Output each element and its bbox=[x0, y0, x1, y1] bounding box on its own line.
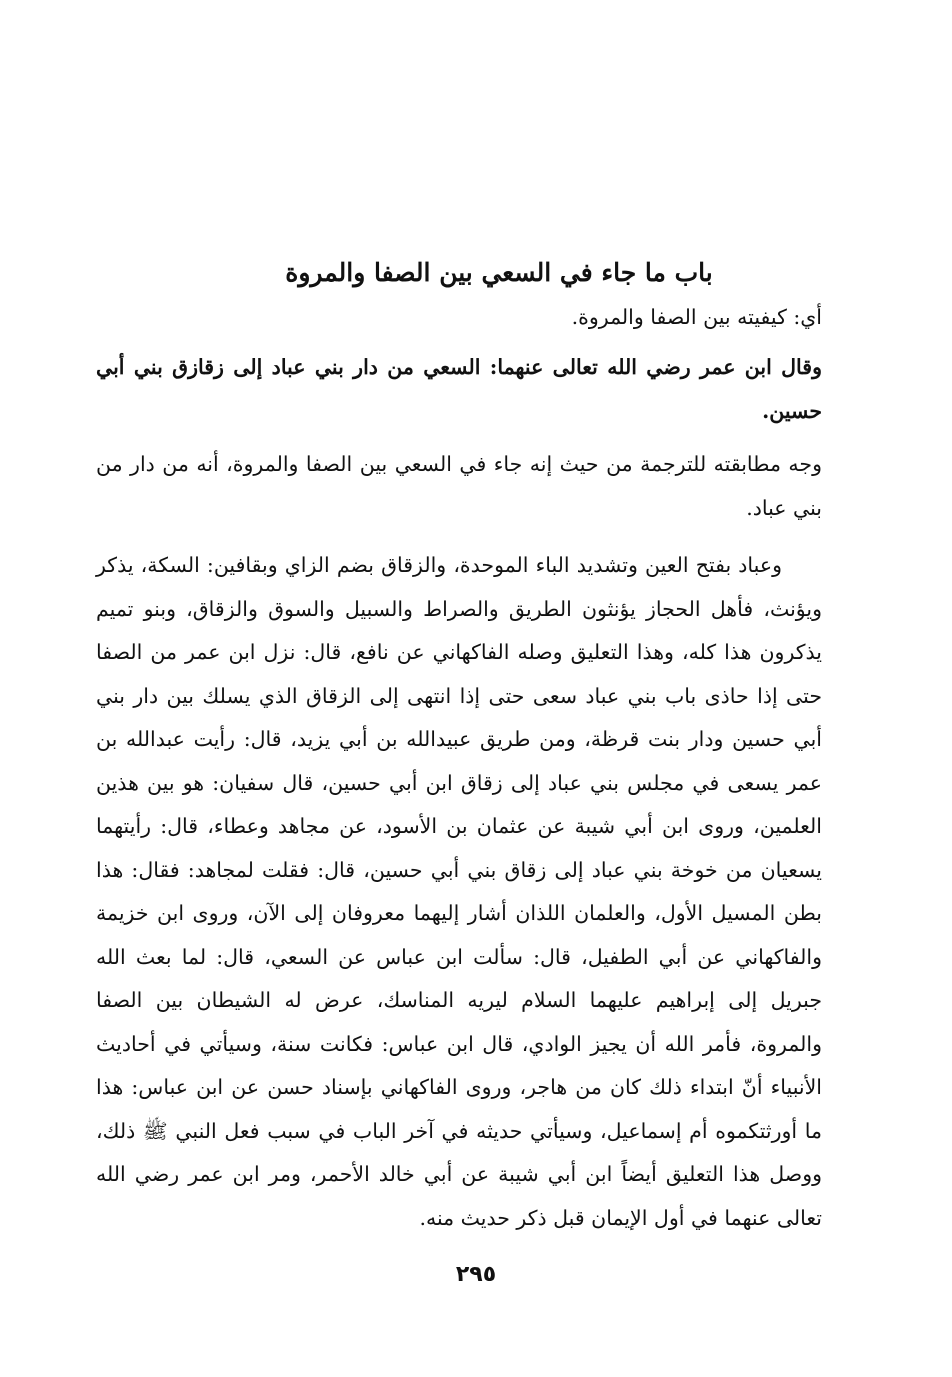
gloss-line: أي: كيفيته بين الصفا والمروة. bbox=[571, 305, 822, 329]
quoted-statement: وقال ابن عمر رضي الله تعالى عنهما: السعي من دار بني عباد إلى زقازق بني أبي حسين. bbox=[96, 355, 822, 423]
chapter-heading: باب ما جاء في السعي بين الصفا والمروة bbox=[285, 258, 713, 287]
commentary-paragraph-1: وجه مطابقته للترجمة من حيث إنه جاء في السعي بين الصفا والمروة، أنه من دار من بني عباد. bbox=[96, 452, 822, 520]
page-body bbox=[96, 255, 822, 1254]
page-number: ٢٩٥ bbox=[455, 1262, 497, 1287]
commentary-paragraph-2: وعباد بفتح العين وتشديد الباء الموحدة، والزقاق بضم الزاي وبقافين: السكة، يذكر ويؤنث، فأهل الحجاز يؤنثون الطريق والصراط والسبيل والسوق والزقاق، وبنو تميم يذكرون هذا كله، وهذا التعليق وصله الفاكهاني عن نافع، قال: نزل ابن عمر من الصفا حتى إذا حاذى باب بني عباد سعى حتى إذا انتهى إلى الزقاق الذي يسلك بين دار بني أبي حسين ودار بنت قرظة، ومن طريق عبيدالله بن أبي يزيد، قال: رأيت عبدالله بن عمر يسعى في مجلس بني عباد إلى زقاق ابن أبي حسين، قال سفيان: هو بين هذين العلمين، وروى ابن أبي شيبة عن عثمان بن الأسود، عن مجاهد وعطاء، قال: رأيتهما يسعيان من خوخة بني عباد إلى زقاق بني أبي حسين، قال: فقلت لمجاهد: فقال: هذا بطن المسيل الأول، والعلمان اللذان أشار إليهما معروفان إلى الآن، وروى ابن خزيمة والفاكهاني عن أبي الطفيل، قال: سألت ابن عباس عن السعي، قال: لما بعث الله جبريل إلى إبراهيم عليهما السلام ليريه المناسك، عرض له الشيطان بين الصفا والمروة، فأمر الله أن يجيز الوادي، قال ابن عباس: فكانت سنة، وسيأتي في أحاديث الأنبياء أنّ ابتداء ذلك كان من هاجر، وروى الفاكهاني بإسناد حسن عن ابن عباس: هذا ما أورثتكموه أم إسماعيل، وسيأتي حديثه في آخر الباب في سبب فعل النبي ﷺ ذلك، ووصل هذا التعليق أيضاً ابن أبي شيبة عن أبي خالد الأحمر، ومر ابن عمر رضي الله تعالى عنهما في أول الإيمان قبل ذكر حديث منه. bbox=[96, 553, 822, 1230]
